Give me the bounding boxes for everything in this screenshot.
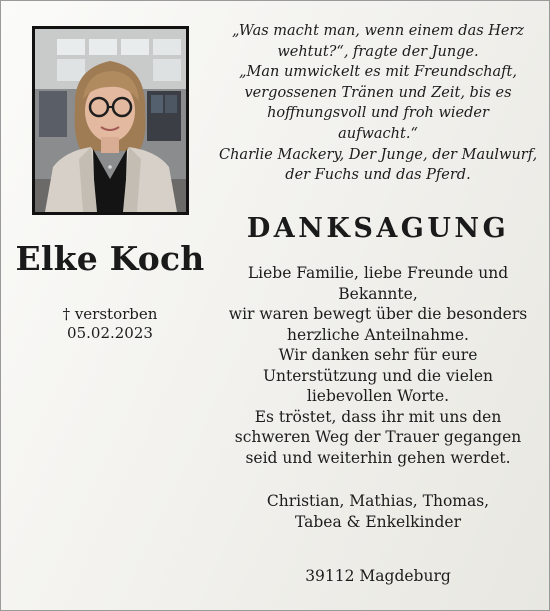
quote-line: wehtut?“, fragte der Junge.: [277, 43, 479, 60]
message-line: Es tröstet, dass ihr mit uns den: [254, 407, 502, 426]
city-line: 39112 Magdeburg: [305, 567, 451, 585]
message-line: Bekannte,: [338, 284, 418, 303]
message-line: seid und weiterhin gehen werdet.: [245, 448, 511, 467]
quote-line: „Man umwickelt es mit Freundschaft,: [239, 64, 517, 81]
quote-source: Charlie Mackery, Der Junge, der Maulwurf,: [219, 146, 538, 163]
death-info: [1, 305, 219, 343]
portrait-image: [35, 29, 186, 212]
quote-line: aufwacht.“: [338, 125, 418, 142]
deceased-name: Elke Koch: [15, 239, 205, 278]
message-line: Wir danken sehr für eure: [278, 346, 478, 364]
quote-line: „Was macht man, wenn einem das Herz: [231, 23, 525, 39]
quote-block: [219, 21, 537, 186]
signer-line: Christian, Mathias, Thomas,: [266, 492, 490, 510]
quote-line: vergossenen Tränen und Zeit, bis es: [244, 84, 512, 101]
page-title: DANKSAGUNG: [246, 213, 510, 244]
message-line: Liebe Familie, liebe Freunde und: [247, 264, 509, 282]
quote-source: der Fuchs und das Pferd.: [285, 167, 471, 184]
message-line: herzliche Anteilnahme.: [287, 325, 469, 344]
message-line: wir waren bewegt über die besonders: [228, 305, 528, 323]
signers: [219, 491, 537, 532]
portrait-photo: [32, 26, 189, 215]
quote-line: hoffnungsvoll und froh wieder: [267, 105, 489, 122]
thank-you-message: [219, 263, 537, 468]
death-label: † verstorben: [62, 305, 158, 323]
message-line: schweren Weg der Trauer gegangen: [234, 428, 522, 446]
signer-line: Tabea & Enkelkinder: [294, 512, 462, 531]
message-line: Unterstützung und die vielen: [262, 366, 494, 385]
message-line: liebevollen Worte.: [306, 387, 450, 405]
death-date: 05.02.2023: [67, 324, 153, 342]
